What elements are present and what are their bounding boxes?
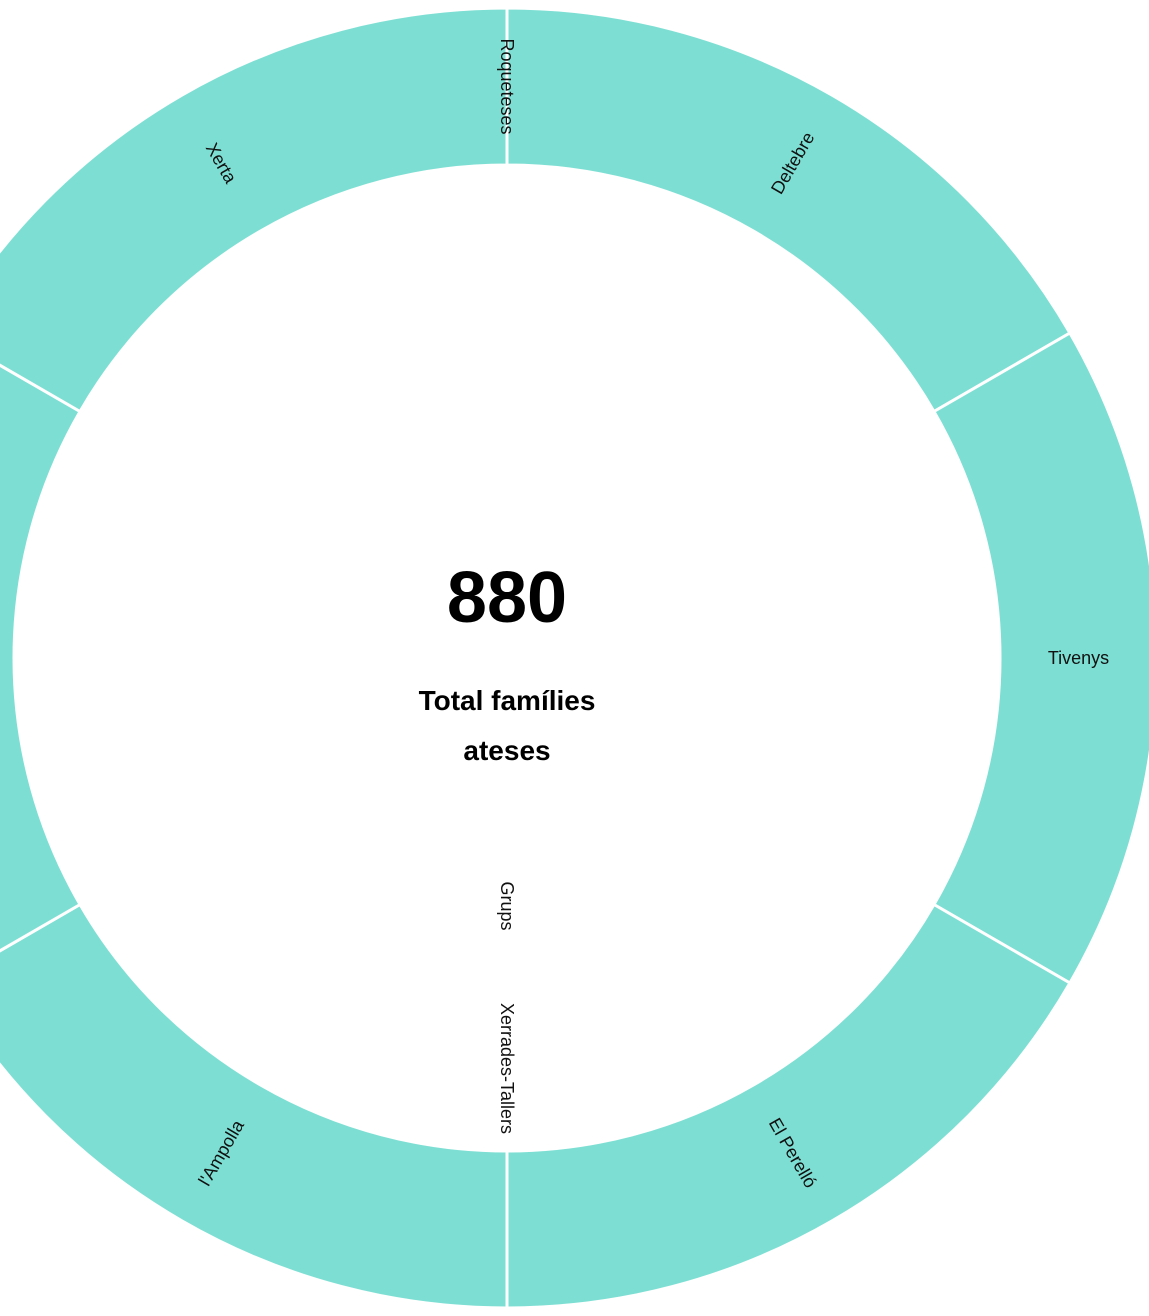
label-xerta: Xerta [201,139,241,187]
label-roqueteses: Roqueteses [497,38,517,135]
label-tivenys: Tivenys [1047,648,1110,668]
label-grups: Grups [497,881,517,931]
segment-deltebre[interactable] [507,8,1070,412]
center-label-line1: Total famílies [418,685,596,716]
segment-l-aldea[interactable] [0,333,80,983]
segment-xerta[interactable] [0,8,507,412]
label-el-perello: El Perelló [764,1114,821,1192]
segment-l-ampolla[interactable] [0,905,507,1309]
label-xerrades-tallers: Xerrades-Tallers [497,1002,517,1135]
label-deltebre: Deltebre [767,128,819,198]
center-label-line2: ateses [463,735,551,766]
segment-el-perello[interactable] [507,905,1070,1309]
segment-tivenys[interactable] [934,333,1149,983]
center-hole [339,490,675,826]
center-total-value: 880 [446,558,568,638]
label-l-ampolla: l'Ampolla [194,1116,249,1190]
